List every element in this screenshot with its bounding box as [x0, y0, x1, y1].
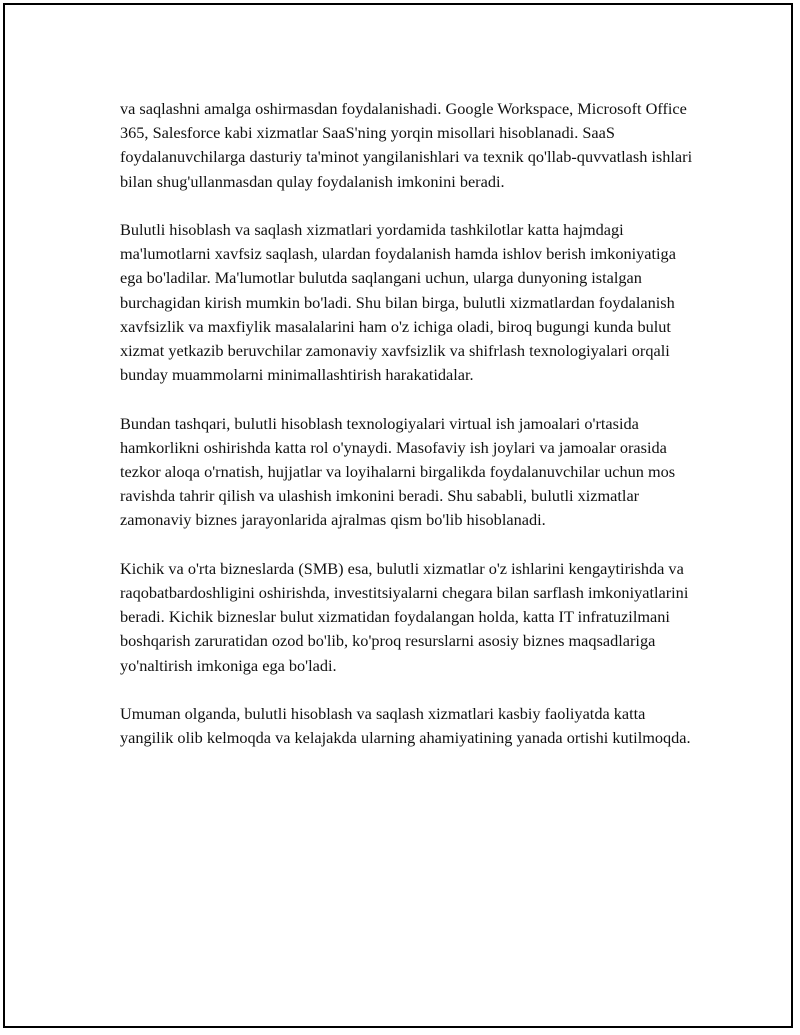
paragraph: Kichik va o'rta bizneslarda (SMB) esa, bulutli xizmatlar o'z ishlarini kengaytirishda va raqobatbardoshligini oshirishda, investitsiyalarni chegara bilan sarflash imkoniyatlarini beradi. Kichik bizneslar bulut xizmatidan foydalangan holda, katta IT infratuzilmani boshqarish zaruratidan ozod bo'lib, ko'proq resurslarni asosiy biznes maqsadlariga yo'naltirish imkoniga ega bo'ladi.	[120, 558, 689, 675]
paragraph: Bulutli hisoblash va saqlash xizmatlari yordamida tashkilotlar katta hajmdagi ma'lumotlarni xavfsiz saqlash, ulardan foydalanish hamda ishlov berish imkoniyatiga ega bo'ladilar. Ma'lumotlar bulutda saqlangani uchun, ularga dunyoning istalgan burchagidan kirish mumkin bo'ladi. Shu bilan birga, bulutli xizmatlardan foydalanish xavfsizlik va maxfiylik masalalarini ham o'z ichiga oladi, biroq bugungi kunda bulut xizmat yetkazib beruvchilar zamonaviy xavfsizlik va shifrlash texnologiyalari orqali bunday muammolarni minimallashtirish harakatidalar.	[120, 220, 676, 385]
document-page	[3, 3, 793, 1028]
paragraph: va saqlashni amalga oshirmasdan foydalanishadi. Google Workspace, Microsoft Office 365, Salesforce kabi xizmatlar SaaS'ning yorqin misollari hisoblanadi. SaaS foydalanuvchilarga dasturiy ta'minot yangilanishlari va texnik qo'llab-quvvatlash ishlari bilan shug'ullanmasdan qulay foydalanish imkonini beradi.	[120, 99, 693, 191]
document-body	[120, 97, 695, 775]
paragraph: Bundan tashqari, bulutli hisoblash texnologiyalari virtual ish jamoalari o'rtasida hamkorlikni oshirishda katta rol o'ynaydi. Masofaviy ish joylari va jamoalar orasida tezkor aloqa o'rnatish, hujjatlar va loyihalarni birgalikda foydalanuvchilar uchun mos ravishda tahrir qilish va ulashish imkonini beradi. Shu sababli, bulutli xizmatlar zamonaviy biznes jarayonlarida ajralmas qism bo'lib hisoblanadi.	[120, 413, 676, 530]
paragraph: Umuman olganda, bulutli hisoblash va saqlash xizmatlari kasbiy faoliyatda katta yangilik olib kelmoqda va kelajakda ularning ahamiyatining yanada ortishi kutilmoqda.	[120, 704, 691, 748]
